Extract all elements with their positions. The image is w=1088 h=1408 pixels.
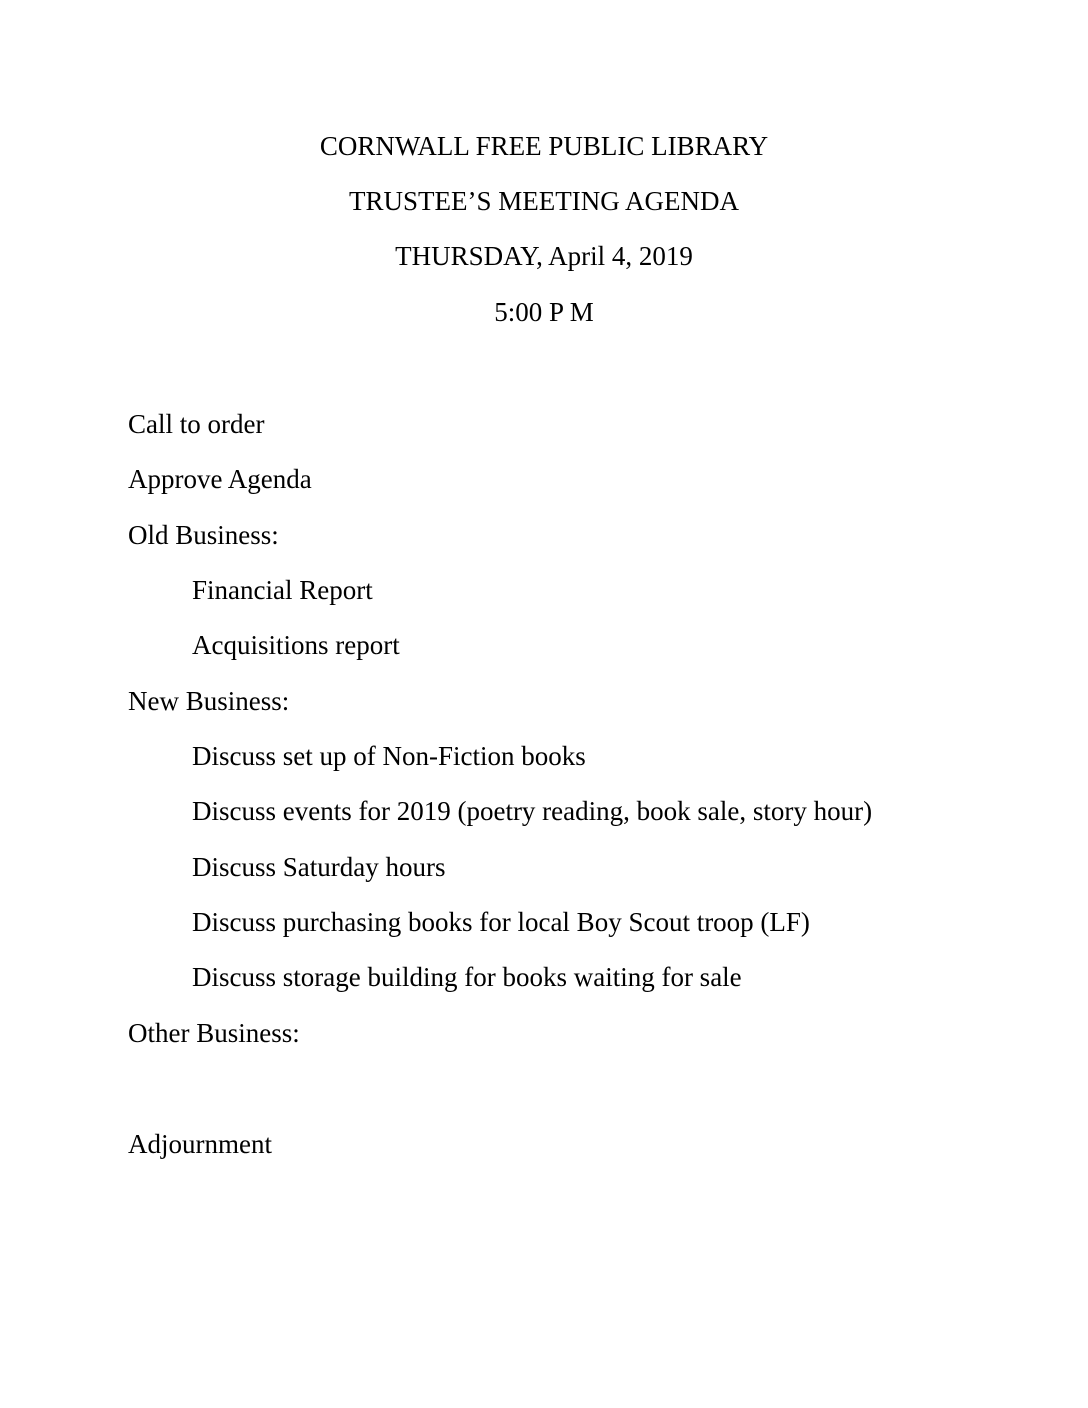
new-business-item: Discuss purchasing books for local Boy Scout troop (LF) — [192, 907, 810, 937]
new-business-item: Discuss set up of Non-Fiction books — [192, 741, 586, 771]
new-business-item: Discuss events for 2019 (poetry reading, book sale, story hour) — [192, 796, 873, 826]
agenda-item-adjournment: Adjournment — [128, 1129, 272, 1159]
old-business-item: Acquisitions report — [192, 630, 400, 660]
other-business-heading: Other Business: — [128, 1018, 300, 1048]
meeting-date: THURSDAY, April 4, 2019 — [395, 241, 693, 271]
meeting-time: 5:00 P M — [494, 297, 594, 327]
agenda-item-call-to-order: Call to order — [128, 409, 265, 439]
old-business-item: Financial Report — [192, 575, 373, 605]
organization-name: CORNWALL FREE PUBLIC LIBRARY — [319, 131, 769, 161]
new-business-heading: New Business: — [128, 686, 290, 716]
document-title: TRUSTEE’S MEETING AGENDA — [349, 186, 739, 216]
agenda-item-approve-agenda: Approve Agenda — [128, 464, 312, 494]
new-business-item: Discuss Saturday hours — [192, 852, 446, 882]
new-business-item: Discuss storage building for books waiting for sale — [192, 962, 742, 992]
old-business-heading: Old Business: — [128, 520, 279, 550]
